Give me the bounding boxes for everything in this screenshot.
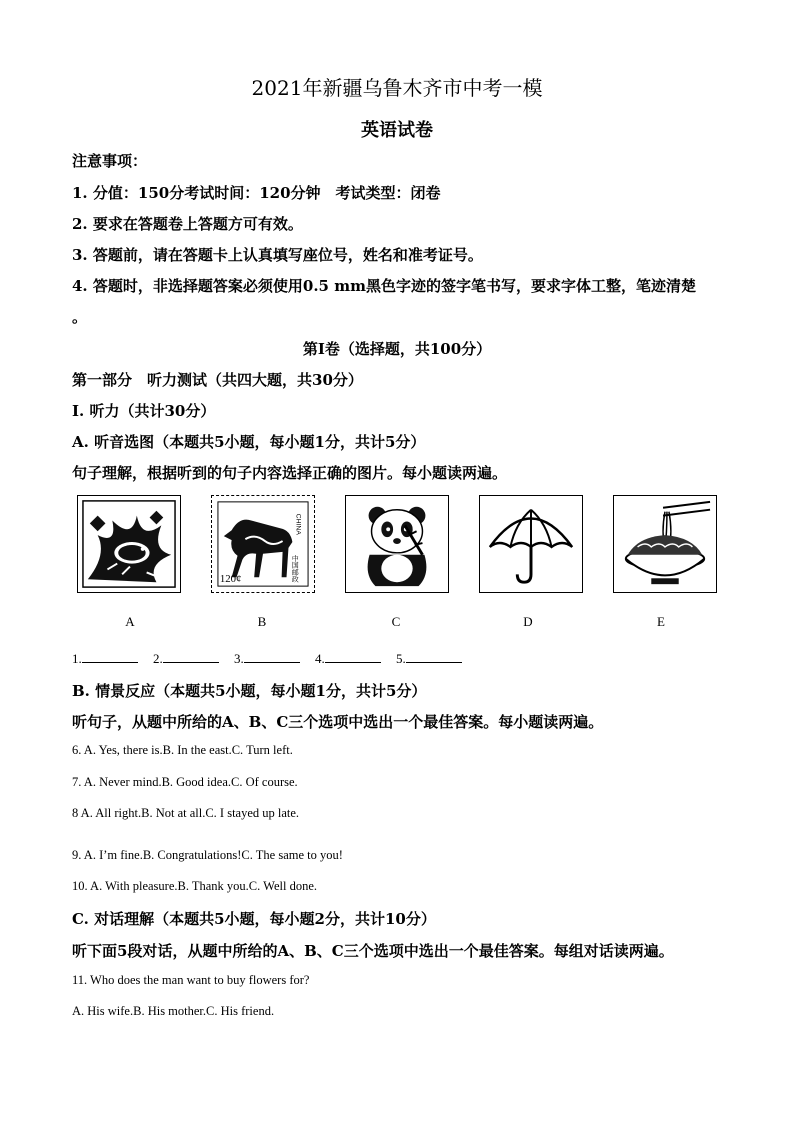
picture-letter-d: D	[523, 614, 533, 629]
sectionA-instruction: 句子理解，根据听到的句子内容选择正确的图片。每小题读两遍。	[72, 464, 508, 482]
picture-letter-c: C	[391, 614, 401, 629]
note-item-4: 4. 答题时，非选择题答案必须使用0.5 mm黑色字迹的签字笔书写，要求字体工整，笔迹清楚	[72, 277, 696, 295]
answer-blank-4[interactable]: 4.	[315, 650, 381, 667]
note-item-2: 2. 要求在答题卷上答题方可有效。	[72, 215, 303, 233]
umbrella-icon	[479, 495, 583, 593]
answer-blank-1[interactable]: 1.	[72, 650, 138, 667]
section1-heading: Ⅰ. 听力（共计30分）	[72, 402, 216, 420]
question-8: 8 A. All right.B. Not at all.C. I stayed up late.	[72, 806, 300, 820]
picture-letter-b: B	[257, 614, 267, 629]
volume-heading: 第I卷（选择题，共100分）	[302, 340, 492, 358]
panda-bamboo-icon	[345, 495, 449, 593]
question-9: 9. A. I’m fine.B. Congratulations!C. The same to you!	[72, 848, 343, 862]
picture-row	[77, 495, 717, 595]
note-item-3: 3. 答题前，请在答题卡上认真填写座位号，姓名和准考证号。	[72, 246, 483, 264]
page-title: 2021年新疆乌鲁木齐市中考一模	[251, 76, 543, 100]
papercut-bird-flowers-icon	[77, 495, 181, 593]
answer-blank-3[interactable]: 3.	[234, 650, 300, 667]
notes-heading: 注意事项：	[72, 152, 148, 170]
answer-blanks	[72, 650, 474, 667]
page-subtitle: 英语试卷	[361, 120, 433, 141]
question-11: 11. Who does the man want to buy flowers for?	[72, 973, 310, 987]
picture-letter-a: A	[125, 614, 135, 629]
part1-heading: 第一部分 听力测试（共四大题，共30分）	[72, 371, 363, 389]
sectionC-heading: C. 对话理解（本题共5小题，每小题2分，共计10分）	[72, 910, 436, 928]
sectionC-instruction: 听下面5段对话，从题中所给的A、B、C三个选项中选出一个最佳答案。每组对话读两遍。	[72, 942, 674, 960]
question-7: 7. A. Never mind.B. Good idea.C. Of course.	[72, 775, 298, 789]
question-6: 6. A. Yes, there is.B. In the east.C. Turn left.	[72, 743, 293, 757]
picture-letters	[0, 614, 794, 634]
stamp-country: CHINA	[294, 513, 302, 535]
stamp-post: 中国邮政	[290, 554, 299, 583]
sectionB-heading: B. 情景反应（本题共5小题，每小题1分，共计5分）	[72, 682, 427, 700]
answer-blank-2[interactable]: 2.	[153, 650, 219, 667]
note-item-1: 1. 分值：150分考试时间：120分钟 考试类型：闭卷	[72, 184, 441, 202]
stamp-value: 120¢	[219, 573, 242, 586]
noodles-bowl-chopsticks-icon	[613, 495, 717, 593]
question-11-options: A. His wife.B. His mother.C. His friend.	[72, 1004, 275, 1018]
answer-blank-5[interactable]: 5.	[396, 650, 462, 667]
sectionB-instruction: 听句子，从题中所给的A、B、C三个选项中选出一个最佳答案。每小题读两遍。	[72, 713, 604, 731]
note-item-4-continued: 。	[72, 308, 88, 326]
question-10: 10. A. With pleasure.B. Thank you.C. Well done.	[72, 879, 317, 893]
sectionA-heading: A. 听音选图（本题共5小题，每小题1分，共计5分）	[72, 433, 426, 451]
picture-letter-e: E	[657, 614, 665, 629]
stamp-horse-icon	[211, 495, 315, 593]
